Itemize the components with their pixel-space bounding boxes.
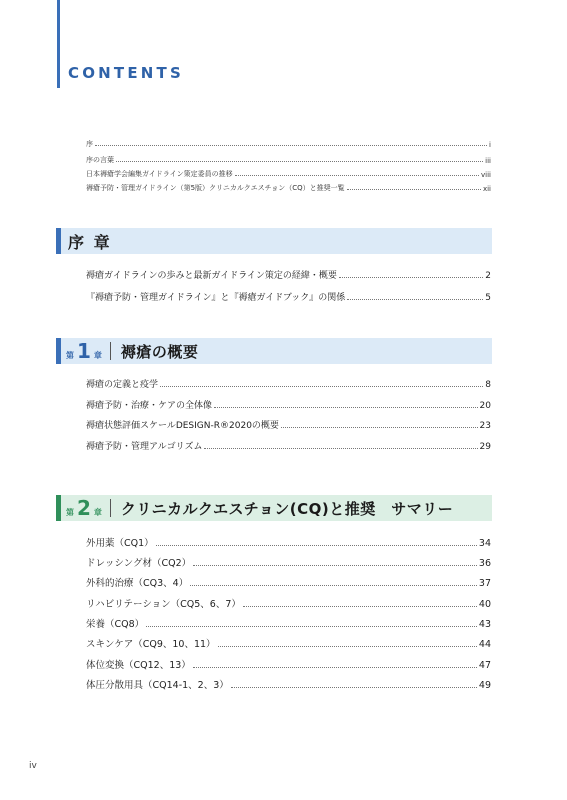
heading-accent-bar — [56, 338, 61, 364]
toc-entry[interactable] — [86, 575, 491, 589]
entry-page: xii — [482, 185, 491, 193]
entry-title: 体圧分散用具（CQ14-1、2、3） — [86, 680, 229, 691]
entry-page: iii — [485, 157, 491, 165]
entry-page: 5 — [485, 293, 491, 303]
leader-dots — [231, 686, 477, 688]
entry-page: 23 — [479, 421, 491, 431]
page-number: iv — [29, 761, 37, 771]
entry-title: 褥瘡ガイドラインの歩みと最新ガイドライン策定の経緯・概要 — [86, 271, 337, 281]
entry-title: 序の言葉 — [86, 156, 114, 164]
leader-dots — [339, 276, 483, 278]
leader-dots — [156, 544, 477, 546]
entry-title: 序 — [86, 140, 93, 148]
chapter-title: クリニカルクエスチョン(CQ)と推奨 サマリー — [120, 499, 454, 518]
entry-page: 34 — [478, 538, 491, 549]
toc-entry[interactable] — [86, 535, 491, 549]
page-title: CONTENTS — [68, 64, 184, 82]
leader-dots — [190, 584, 477, 586]
leader-dots — [218, 645, 477, 647]
prologue-heading-band — [56, 228, 492, 254]
leader-dots — [347, 188, 481, 190]
toc-entry[interactable] — [86, 439, 491, 452]
entry-page: 44 — [478, 639, 491, 650]
chapter-label-suffix: 章 — [93, 508, 102, 517]
leader-dots — [146, 625, 477, 627]
chapter-label-suffix: 章 — [93, 351, 102, 360]
entry-title: 栄養（CQ8） — [86, 619, 145, 630]
entry-title: 褥瘡状態評価スケールDESIGN-R®2020の概要 — [86, 421, 279, 431]
entry-title: 日本褥瘡学会編集ガイドライン策定委員の推移 — [86, 170, 233, 178]
toc-entry[interactable] — [86, 268, 491, 281]
leader-dots — [281, 426, 478, 428]
entry-title: スキンケア（CQ9、10、11） — [86, 639, 216, 650]
entry-page: 2 — [485, 271, 491, 281]
entry-page: 49 — [478, 680, 491, 691]
toc-entry[interactable] — [86, 596, 491, 610]
chapter-label-prefix: 第 — [66, 508, 74, 517]
chapter-label — [66, 341, 102, 361]
leader-dots — [243, 605, 477, 607]
toc-entry[interactable] — [86, 155, 491, 165]
leader-dots — [204, 447, 477, 449]
leader-dots — [160, 385, 483, 387]
entry-page: 36 — [478, 558, 491, 569]
leader-dots — [235, 174, 479, 176]
entry-title: ドレッシング材（CQ2） — [86, 558, 192, 569]
leader-dots — [347, 298, 483, 300]
chapter-title: 褥瘡の概要 — [120, 342, 199, 361]
entry-page: i — [489, 141, 491, 149]
entry-title: 褥瘡の定義と疫学 — [86, 380, 159, 390]
chapter2-heading-band — [56, 495, 492, 521]
entry-page: 47 — [478, 660, 491, 671]
toc-entry[interactable] — [86, 290, 491, 303]
entry-page: 37 — [478, 578, 491, 589]
leader-dots — [193, 666, 477, 668]
toc-entry[interactable] — [86, 616, 491, 630]
entry-page: 8 — [485, 380, 491, 390]
prologue-heading: 序 章 — [68, 232, 112, 252]
chapter-number: 1 — [77, 339, 91, 363]
entry-page: 20 — [479, 401, 491, 411]
chapter-label — [66, 498, 102, 518]
chapter-label-prefix: 第 — [66, 351, 74, 360]
toc-entry[interactable] — [86, 677, 491, 691]
toc-entry[interactable] — [86, 657, 491, 671]
entry-title: 褥瘡予防・管理アルゴリズム — [86, 442, 203, 452]
heading-accent-bar — [56, 495, 61, 521]
toc-entry[interactable] — [86, 398, 491, 411]
toc-entry[interactable] — [86, 377, 491, 390]
chapter1-heading-band — [56, 338, 492, 364]
entry-title: 外科的治療（CQ3、4） — [86, 578, 189, 589]
toc-entry[interactable] — [86, 636, 491, 650]
toc-entry[interactable] — [86, 183, 491, 193]
heading-accent-bar — [56, 228, 61, 254]
entry-page: 43 — [478, 619, 491, 630]
entry-title: リハビリテーション（CQ5、6、7） — [86, 599, 241, 610]
entry-page: viii — [481, 171, 491, 179]
header-accent-line — [57, 0, 60, 88]
toc-entry[interactable] — [86, 555, 491, 569]
entry-title: 体位変換（CQ12、13） — [86, 660, 191, 671]
chapter-divider — [110, 342, 111, 360]
chapter-number: 2 — [77, 496, 91, 520]
toc-entry[interactable] — [86, 139, 491, 149]
entry-page: 29 — [479, 442, 491, 452]
leader-dots — [214, 406, 478, 408]
entry-title: 褥瘡予防・管理ガイドライン（第5版）クリニカルクエスチョン（CQ）と推奨一覧 — [86, 184, 345, 192]
entry-page: 40 — [478, 599, 491, 610]
toc-entry[interactable] — [86, 418, 491, 431]
leader-dots — [95, 144, 487, 146]
entry-title: 『褥瘡予防・管理ガイドライン』と『褥瘡ガイドブック』の関係 — [86, 293, 346, 303]
chapter-divider — [110, 499, 111, 517]
leader-dots — [193, 564, 477, 566]
entry-title: 外用薬（CQ1） — [86, 538, 154, 549]
entry-title: 褥瘡予防・治療・ケアの全体像 — [86, 401, 213, 411]
toc-entry[interactable] — [86, 169, 491, 179]
leader-dots — [116, 160, 483, 162]
